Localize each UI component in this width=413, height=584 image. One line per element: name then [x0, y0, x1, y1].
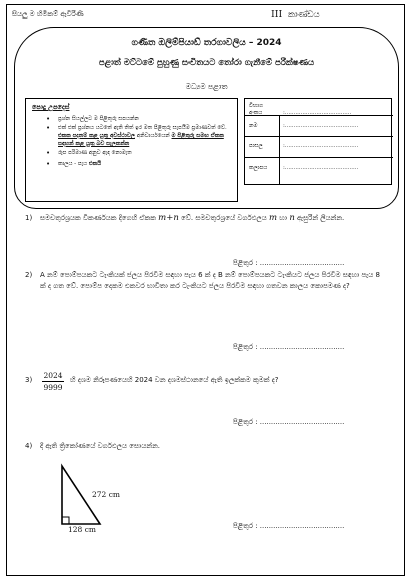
triangle-svg [40, 460, 170, 540]
answer-line-3[interactable]: පිළිතුර : ...................................... [233, 418, 345, 426]
answer-line-1[interactable]: පිළිතුර : ...................................... [233, 259, 345, 267]
right-angle-mark [62, 517, 69, 524]
answer-line-2[interactable]: පිළිතුර : ...................................... [233, 343, 345, 351]
fraction-numerator: 2024 [43, 371, 63, 380]
instructions-heading: පොදු උපදෙස් [32, 103, 70, 111]
name-field[interactable]: නම :.......................................... [249, 123, 359, 129]
time-allowed: • කාලය - පැය එකයි [46, 160, 102, 168]
instructions-box [25, 98, 238, 202]
candidate-info-box [244, 98, 392, 185]
exam-number-field[interactable]: විභාග අංකය :...................................... [249, 103, 352, 116]
hypotenuse-label: 272 cm [92, 490, 121, 499]
right-triangle-figure [40, 460, 170, 540]
instruction-item: • ප්‍රශ්න සියල්ලට ම පිළිතුරු සපයන්න [46, 115, 139, 123]
exam-subtitle: පළාත් මට්ටමේ පුහුණු සංචිතයට තෝරා ගැනීමේ පරීක්ෂණය [98, 58, 315, 68]
answer-line-4[interactable]: පිළිතුර : ...................................... [233, 522, 345, 530]
school-field[interactable]: පාසල :.......................................... [249, 143, 359, 149]
instructions-list [42, 115, 237, 169]
grade-label [271, 9, 320, 20]
province-label: මධ්‍යම පළාත [185, 82, 228, 91]
copyright-notice: සියලු ම හිමිකම් ඇවිරිණි [12, 10, 84, 18]
base-label: 128 cm [68, 525, 97, 534]
grade-word: කාණ්ඩය [287, 10, 320, 20]
grade-numeral: III [271, 9, 283, 20]
instruction-item: • රූප පරිමාණ අනුව ඇඳ නොමැත [46, 149, 132, 157]
fraction-denominator: 9999 [43, 383, 63, 392]
exam-title: ගණිත ඔලිම්පියාඩ් තරගාවලිය – 2024 [131, 38, 282, 48]
instruction-item: • එක් එක් ප්‍රශ්නය යටතේ ඇති තිත් ඉර මත පිළිතුරු සැපයීම ප්‍රමාණවත් වේ. එකක පදනම් කළ යුතු අවස්ථාවල අනිවාර්යයෙන් ම පිළිතුරු සමඟ ඒකක සඳහන් කළ යුතු බව සැලකන්න [46, 124, 227, 147]
zone-field[interactable]: කලාපය :.......................................... [249, 165, 359, 171]
fraction [42, 371, 64, 392]
